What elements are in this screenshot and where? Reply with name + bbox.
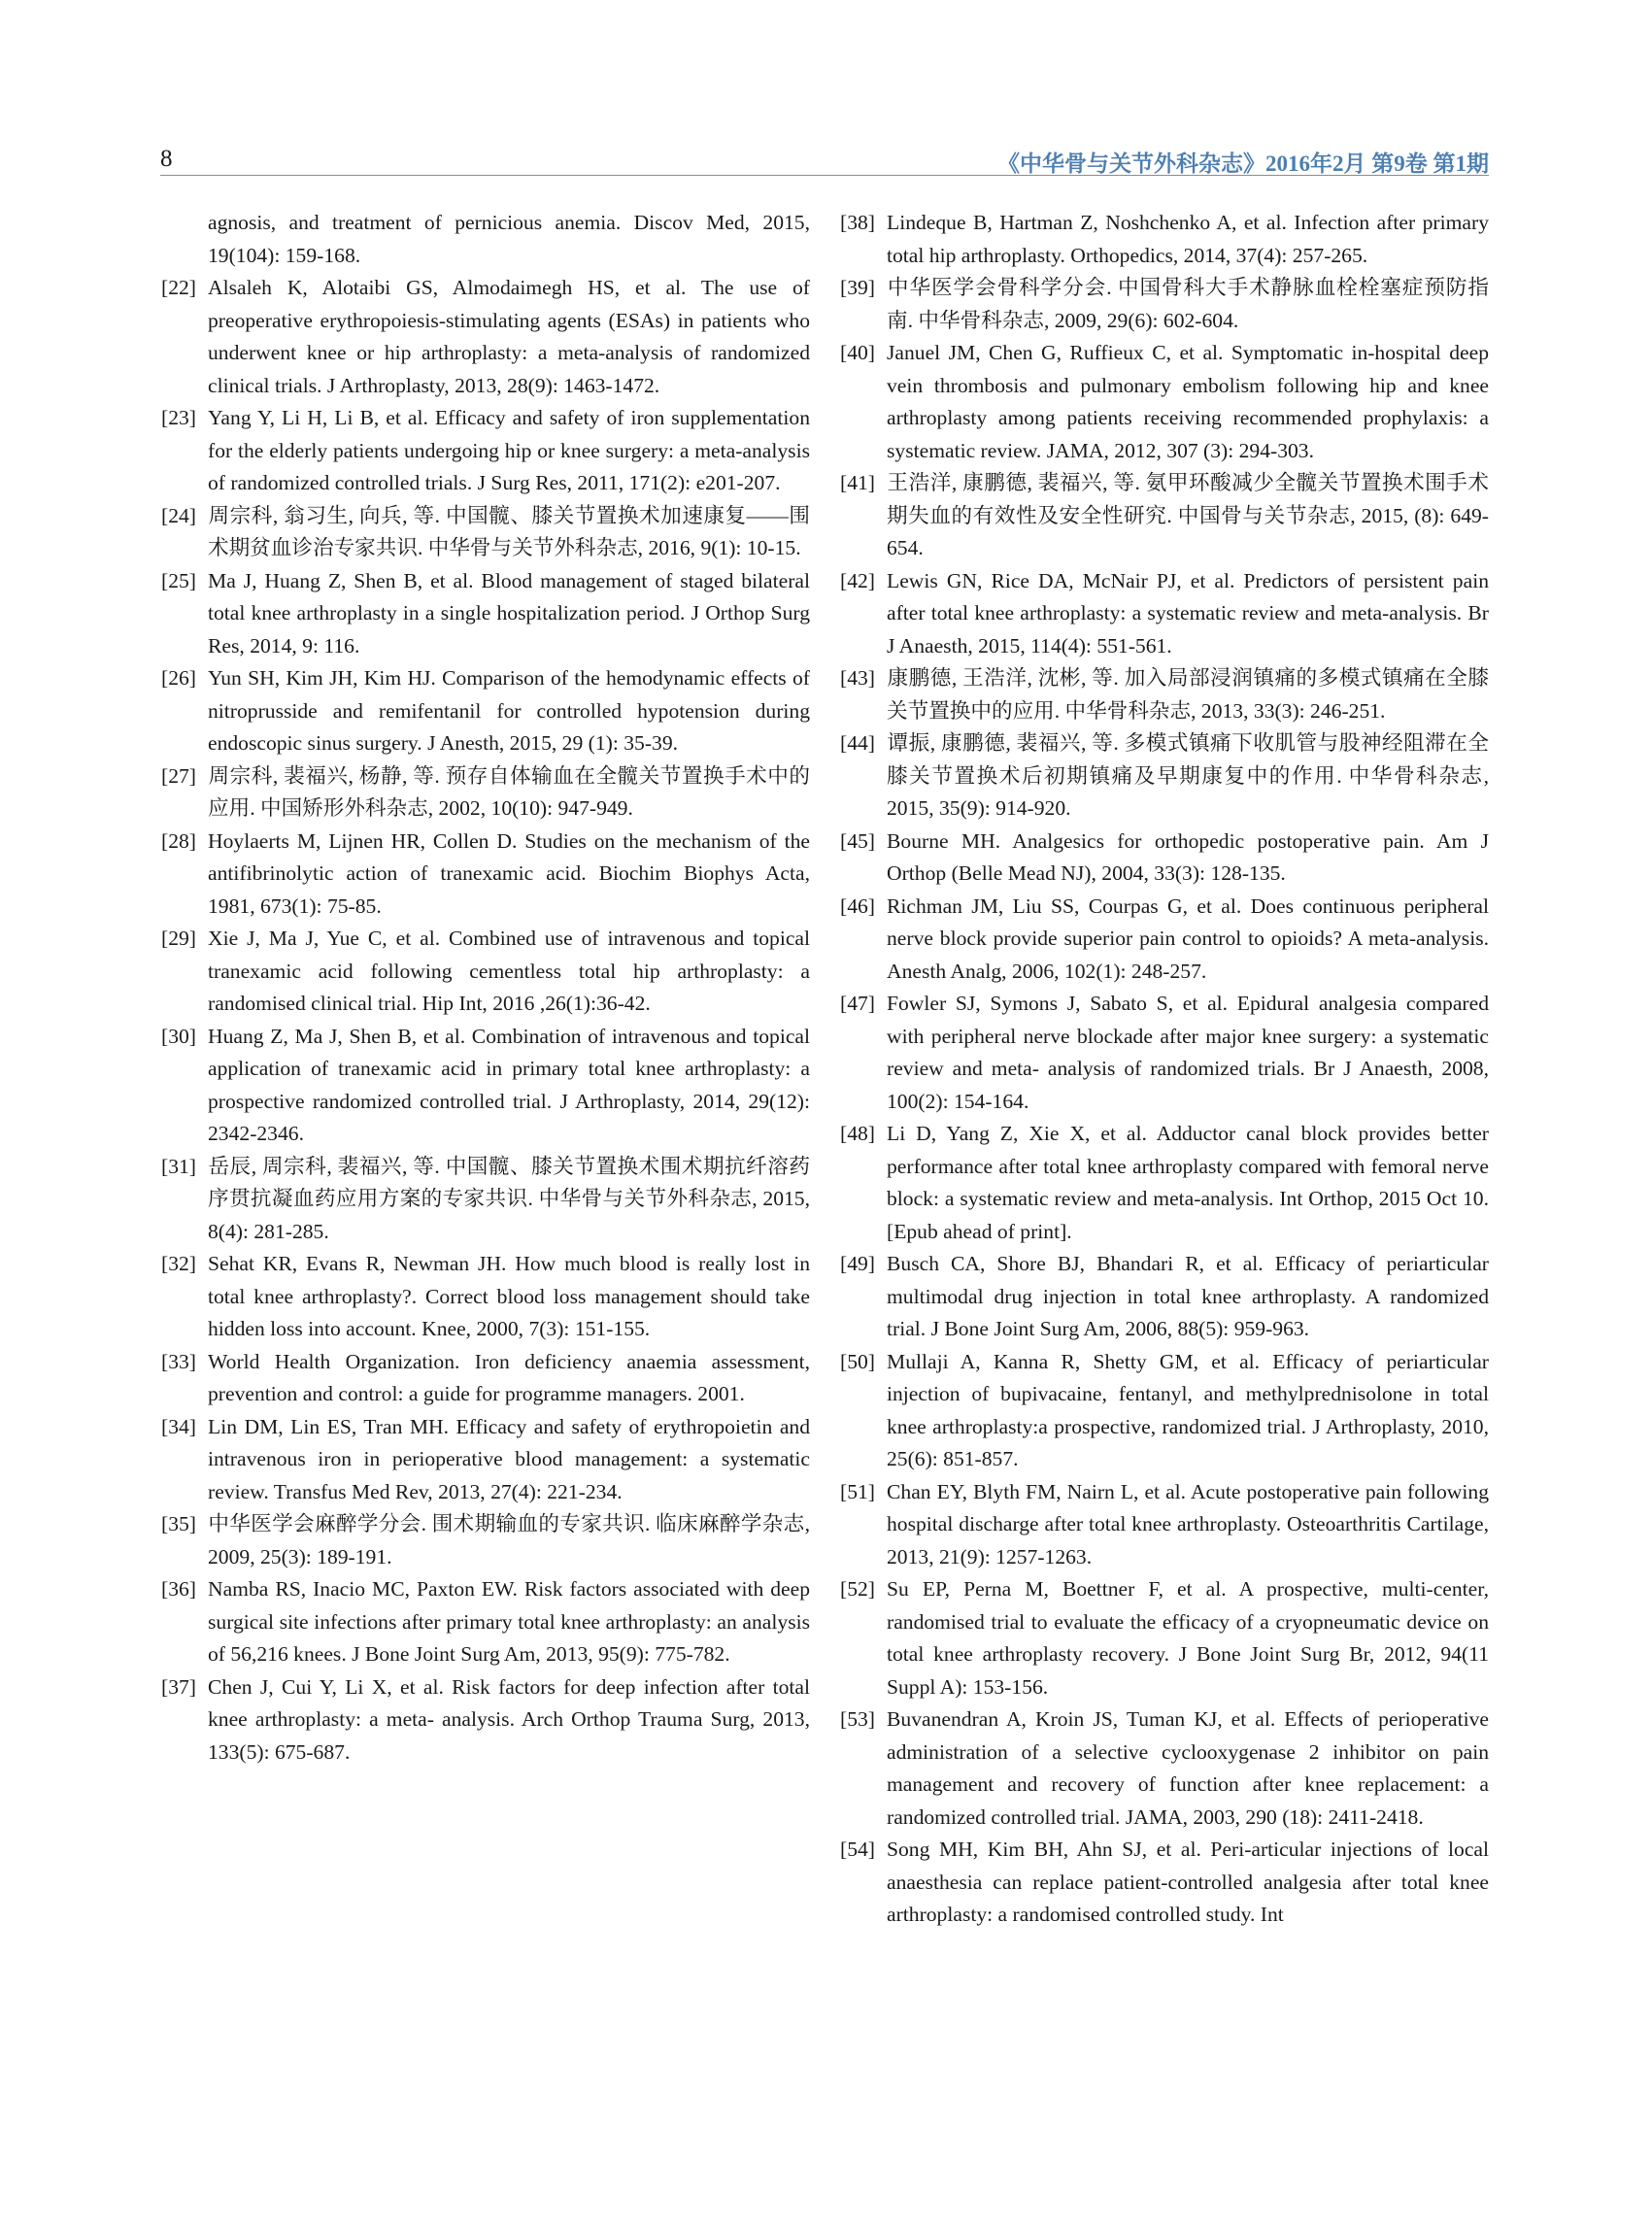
reference-number: [50] (840, 1349, 875, 1373)
reference-entry (161, 1346, 810, 1411)
reference-number: [46] (840, 894, 875, 918)
reference-text: 中华医学会麻醉学分会. 围术期输血的专家共识. 临床麻醉学杂志, 2009, 25(3): 189-191. (208, 1512, 810, 1568)
reference-number: [35] (161, 1512, 196, 1535)
reference-text: Huang Z, Ma J, Shen B, et al. Combination of intravenous and topical application of tranexamic acid in primary total knee arthroplasty: a prospective randomized controlled trial. J Arthroplasty, 2014, 29(12): 2342-2346. (208, 1024, 810, 1145)
reference-text: Sehat KR, Evans R, Newman JH. How much blood is really lost in total knee arthroplasty?. Correct blood loss management should take hidden loss into account. Knee, 2000, 7(3): 151-155. (208, 1252, 810, 1340)
reference-entry (161, 923, 810, 1021)
reference-entry (840, 467, 1489, 565)
reference-text: 王浩洋, 康鹏德, 裴福兴, 等. 氨甲环酸减少全髋关节置换术围手术期失血的有效性及安全性研究. 中国骨与关节杂志, 2015, (8): 649-654. (887, 471, 1489, 559)
reference-text: Buvanendran A, Kroin JS, Tuman KJ, et al. Effects of perioperative administration of a selective cyclooxygenase 2 inhibitor on pain management and recovery of function after knee replacement: a randomized controlled trial. JAMA, 2003, 290 (18): 2411-2418. (887, 1707, 1489, 1829)
reference-text: Ma J, Huang Z, Shen B, et al. Blood management of staged bilateral total knee arthroplasty in a single hospitalization period. J Orthop Surg Res, 2014, 9: 116. (208, 568, 810, 658)
reference-entry (161, 272, 810, 402)
reference-text: 岳辰, 周宗科, 裴福兴, 等. 中国髋、膝关节置换术围术期抗纤溶药序贯抗凝血药应用方案的专家共识. 中华骨与关节外科杂志, 2015, 8(4): 281-285. (208, 1154, 810, 1243)
reference-text: 康鹏德, 王浩洋, 沈彬, 等. 加入局部浸润镇痛的多模式镇痛在全膝关节置换中的应用. 中华骨科杂志, 2013, 33(3): 246-251. (887, 666, 1489, 723)
reference-text: Yang Y, Li H, Li B, et al. Efficacy and safety of iron supplementation for the elderly patients undergoing hip or knee surgery: a meta-analysis of randomized controlled trials. J Surg Res, 2011, 171(2): e201-207. (208, 406, 810, 494)
reference-text: Chan EY, Blyth FM, Nairn L, et al. Acute postoperative pain following hospital discharge after total knee arthroplasty. Osteoarthritis Cartilage, 2013, 21(9): 1257-1263. (887, 1479, 1489, 1568)
reference-text: Bourne MH. Analgesics for orthopedic postoperative pain. Am J Orthop (Belle Mead NJ), 2004, 33(3): 128-135. (887, 828, 1489, 885)
reference-number: [32] (161, 1252, 196, 1275)
reference-entry (840, 1346, 1489, 1476)
reference-text: Alsaleh K, Alotaibi GS, Almodaimegh HS, et al. The use of preoperative erythropoiesis-stimulating agents (ESAs) in patients who underwent knee or hip arthroplasty: a meta-analysis of randomized clinical trials. J Arthroplasty, 2013, 28(9): 1463-1472. (208, 276, 810, 397)
reference-text: Namba RS, Inacio MC, Paxton EW. Risk factors associated with deep surgical site infections after primary total knee arthroplasty: an analysis of 56,216 knees. J Bone Joint Surg Am, 2013, 95(9): 775-782. (208, 1577, 810, 1666)
reference-number: [23] (161, 406, 196, 429)
reference-entry (840, 1248, 1489, 1346)
reference-entry (840, 1703, 1489, 1834)
reference-number: [49] (840, 1252, 875, 1275)
reference-number: [33] (161, 1349, 196, 1373)
reference-number: [47] (840, 992, 875, 1015)
reference-number: [41] (840, 471, 875, 494)
reference-text: Xie J, Ma J, Yue C, et al. Combined use of intravenous and topical tranexamic acid following cementless total hip arthroplasty: a randomised clinical trial. Hip Int, 2016 ,26(1):36-42. (208, 927, 810, 1015)
reference-entry (161, 662, 810, 760)
reference-entry (840, 1834, 1489, 1932)
reference-entry (161, 1248, 810, 1346)
reference-number: [34] (161, 1414, 196, 1438)
reference-number: [25] (161, 568, 196, 592)
reference-text: agnosis, and treatment of pernicious anemia. Discov Med, 2015, 19(104): 159-168. (208, 211, 810, 267)
reference-number: [51] (840, 1479, 875, 1503)
reference-entry (840, 727, 1489, 826)
reference-text: Hoylaerts M, Lijnen HR, Collen D. Studies on the mechanism of the antifibrinolytic action of tranexamic acid. Biochim Biophys Acta, 1981, 673(1): 75-85. (208, 828, 810, 918)
reference-text: Januel JM, Chen G, Ruffieux C, et al. Symptomatic in-hospital deep vein thrombosis and pulmonary embolism following hip and knee arthroplasty among patients receiving recommended prophylaxis: a systematic review. JAMA, 2012, 307 (3): 294-303. (887, 341, 1489, 462)
references-right-column (840, 207, 1489, 1932)
reference-text: Yun SH, Kim JH, Kim HJ. Comparison of the hemodynamic effects of nitroprusside and remifentanil for controlled hypotension during endoscopic sinus surgery. J Anesth, 2015, 29 (1): 35-39. (208, 666, 810, 755)
reference-number: [53] (840, 1707, 875, 1731)
reference-entry (161, 760, 810, 826)
reference-number: [45] (840, 828, 875, 853)
reference-entry (161, 1508, 810, 1573)
reference-text: Busch CA, Shore BJ, Bhandari R, et al. Efficacy of periarticular multimodal drug injection in total knee arthroplasty. A randomized trial. J Bone Joint Surg Am, 2006, 88(5): 959-963. (887, 1252, 1489, 1340)
reference-text: 周宗科, 翁习生, 向兵, 等. 中国髋、膝关节置换术加速康复——围术期贫血诊治专家共识. 中华骨与关节外科杂志, 2016, 9(1): 10-15. (208, 503, 810, 559)
reference-number: [52] (840, 1577, 875, 1601)
reference-number: [29] (161, 927, 196, 950)
page-number: 8 (160, 146, 173, 172)
reference-entry (840, 1118, 1489, 1248)
reference-entry (161, 1671, 810, 1770)
reference-entry (840, 565, 1489, 663)
reference-text: World Health Organization. Iron deficiency anaemia assessment, prevention and control: a guide for programme managers. 2001. (208, 1349, 810, 1405)
references-left-column (161, 207, 810, 1769)
reference-number: [48] (840, 1122, 875, 1145)
reference-text: 谭振, 康鹏德, 裴福兴, 等. 多模式镇痛下收肌管与股神经阻滞在全膝关节置换术后初期镇痛及早期康复中的作用. 中华骨科杂志, 2015, 35(9): 914-920. (887, 731, 1489, 820)
reference-number: [28] (161, 828, 196, 853)
reference-number: [26] (161, 666, 196, 690)
reference-number: [39] (840, 276, 875, 299)
reference-text: Li D, Yang Z, Xie X, et al. Adductor canal block provides better performance after total knee arthroplasty compared with femoral nerve block: a systematic review and meta-analysis. Int Orthop, 2015 Oct 10. [Epub ahead of print]. (887, 1122, 1489, 1243)
reference-entry (161, 1411, 810, 1509)
reference-entry (840, 988, 1489, 1118)
reference-number: [22] (161, 276, 196, 299)
reference-number: [42] (840, 568, 875, 592)
reference-text: Su EP, Perna M, Boettner F, et al. A prospective, multi-center, randomised trial to evaluate the efficacy of a cryopneumatic device on total knee arthroplasty recovery. J Bone Joint Surg Br, 2012, 94(11 Suppl A): 153-156. (887, 1577, 1489, 1699)
reference-number: [24] (161, 503, 196, 527)
reference-text: Fowler SJ, Symons J, Sabato S, et al. Epidural analgesia compared with peripheral nerve blockade after major knee surgery: a systematic review and meta- analysis of randomized trials. Br J Anaesth, 2008, 100(2): 154-164. (887, 992, 1489, 1113)
reference-number: [27] (161, 763, 196, 788)
reference-text: Chen J, Cui Y, Li X, et al. Risk factors for deep infection after total knee arthroplasty: a meta- analysis. Arch Orthop Trauma Surg, 2013, 133(5): 675-687. (208, 1674, 810, 1764)
reference-entry (840, 1573, 1489, 1703)
page-header (160, 146, 1489, 176)
reference-entry (161, 565, 810, 663)
reference-number: [38] (840, 211, 875, 234)
reference-entry (161, 1573, 810, 1671)
reference-text: Lindeque B, Hartman Z, Noshchenko A, et al. Infection after primary total hip arthroplasty. Orthopedics, 2014, 37(4): 257-265. (887, 211, 1489, 267)
reference-number: [37] (161, 1674, 196, 1699)
reference-entry (840, 272, 1489, 337)
reference-entry (840, 337, 1489, 467)
reference-text: Lewis GN, Rice DA, McNair PJ, et al. Predictors of persistent pain after total knee arthroplasty: a systematic review and meta-analysis. Br J Anaesth, 2015, 114(4): 551-561. (887, 568, 1489, 658)
reference-entry (161, 500, 810, 565)
reference-entry (840, 826, 1489, 891)
reference-number: [31] (161, 1154, 196, 1178)
reference-text: Mullaji A, Kanna R, Shetty GM, et al. Efficacy of periarticular injection of bupivacaine, fentanyl, and methylprednisolone in total knee arthroplasty:a prospective, randomized trial. J Arthroplasty, 2010, 25(6): 851-857. (887, 1349, 1489, 1470)
reference-entry (840, 207, 1489, 272)
reference-entry (840, 662, 1489, 727)
reference-entry (840, 1476, 1489, 1574)
reference-entry (161, 1021, 810, 1151)
reference-text: Lin DM, Lin ES, Tran MH. Efficacy and safety of erythropoietin and intravenous iron in perioperative blood management: a systematic review. Transfus Med Rev, 2013, 27(4): 221-234. (208, 1414, 810, 1503)
reference-text: 中华医学会骨科学分会. 中国骨科大手术静脉血栓栓塞症预防指南. 中华骨科杂志, 2009, 29(6): 602-604. (887, 276, 1489, 332)
reference-number: [40] (840, 341, 875, 364)
reference-text: 周宗科, 裴福兴, 杨静, 等. 预存自体输血在全髋关节置换手术中的应用. 中国矫形外科杂志, 2002, 10(10): 947-949. (208, 763, 810, 820)
reference-number: [36] (161, 1577, 196, 1601)
reference-text: Song MH, Kim BH, Ahn SJ, et al. Peri-articular injections of local anaesthesia can replace patient-controlled analgesia after total knee arthroplasty: a randomised controlled study. Int (887, 1838, 1489, 1926)
reference-number: [44] (840, 731, 875, 755)
reference-text: Richman JM, Liu SS, Courpas G, et al. Does continuous peripheral nerve block provide superior pain control to opioids? A meta-analysis. Anesth Analg, 2006, 102(1): 248-257. (887, 894, 1489, 983)
reference-number: [43] (840, 666, 875, 690)
reference-entry (161, 1151, 810, 1249)
reference-entry (161, 207, 810, 272)
reference-number: [54] (840, 1838, 875, 1861)
reference-entry (161, 402, 810, 500)
reference-number: [30] (161, 1024, 196, 1048)
journal-running-title: 《中华骨与关节外科杂志》2016年2月 第9卷 第1期 (997, 152, 1489, 176)
reference-entry (840, 891, 1489, 989)
reference-entry (161, 826, 810, 924)
